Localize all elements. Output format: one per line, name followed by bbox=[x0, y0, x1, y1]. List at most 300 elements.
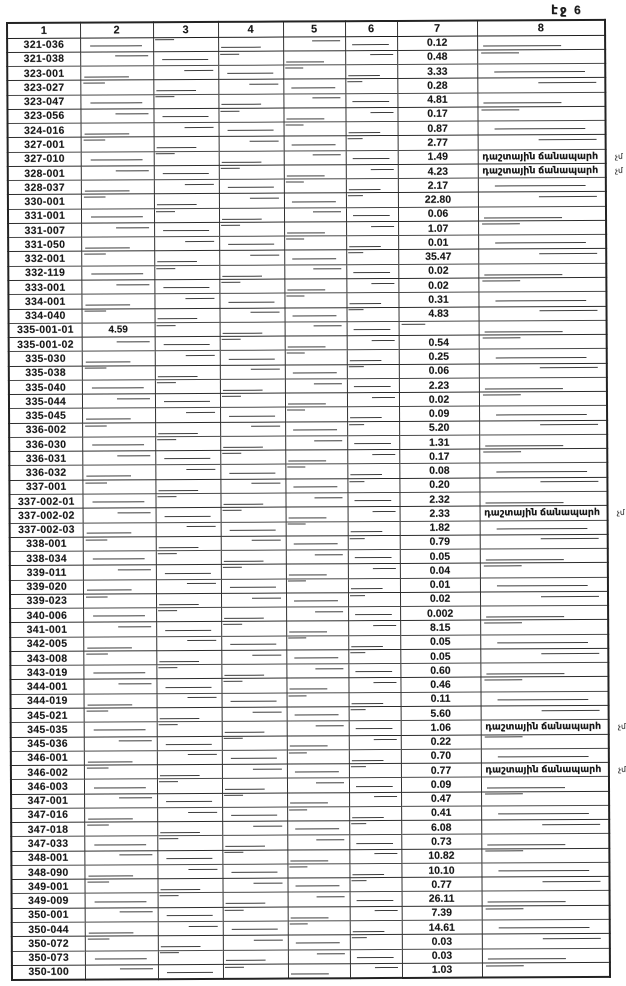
empty-cell bbox=[158, 893, 223, 908]
code-cell: 323-027 bbox=[7, 80, 80, 95]
value-cell: 0.28 bbox=[397, 78, 477, 93]
empty-cell bbox=[347, 435, 399, 450]
empty-cell bbox=[219, 251, 284, 266]
empty-cell bbox=[80, 80, 153, 95]
empty-cell bbox=[154, 122, 219, 137]
empty-cell bbox=[478, 249, 606, 264]
empty-cell bbox=[286, 578, 348, 593]
empty-cell bbox=[287, 864, 349, 879]
code-cell: 349-001 bbox=[11, 879, 84, 894]
empty-cell bbox=[84, 865, 157, 880]
value-cell: 0.73 bbox=[401, 834, 481, 849]
empty-cell bbox=[284, 122, 346, 137]
value-cell: 2.33 bbox=[400, 506, 480, 521]
empty-cell bbox=[347, 350, 399, 365]
empty-cell bbox=[81, 137, 154, 152]
empty-cell bbox=[283, 79, 345, 94]
empty-cell bbox=[83, 522, 156, 537]
code-cell: 350-044 bbox=[12, 922, 85, 937]
empty-cell bbox=[350, 949, 402, 964]
empty-cell bbox=[482, 891, 610, 906]
column-header-4: 4 bbox=[218, 22, 283, 37]
code-cell: 339-023 bbox=[10, 594, 83, 609]
empty-cell bbox=[347, 336, 399, 351]
value-cell: 2.32 bbox=[399, 492, 479, 507]
empty-cell bbox=[80, 37, 153, 52]
code-cell: 341-001 bbox=[10, 622, 83, 637]
empty-cell bbox=[288, 892, 350, 907]
code-cell: 336-002 bbox=[9, 423, 82, 438]
empty-cell bbox=[155, 308, 220, 323]
empty-cell bbox=[154, 165, 219, 180]
column-header-1: 1 bbox=[7, 23, 80, 38]
empty-cell bbox=[81, 294, 154, 309]
empty-cell bbox=[156, 550, 221, 565]
empty-cell bbox=[220, 436, 285, 451]
code-cell: 331-001 bbox=[8, 209, 81, 224]
empty-cell bbox=[481, 748, 609, 763]
code-cell: 350-100 bbox=[12, 965, 85, 980]
empty-cell bbox=[285, 436, 347, 451]
empty-cell bbox=[81, 123, 154, 138]
code-cell: 321-038 bbox=[7, 52, 80, 67]
empty-cell bbox=[221, 650, 286, 665]
empty-cell bbox=[83, 665, 156, 680]
value-cell: 0.02 bbox=[400, 592, 480, 607]
empty-cell bbox=[156, 650, 221, 665]
empty-cell bbox=[81, 280, 154, 295]
code-cell: 337-002-01 bbox=[9, 494, 82, 509]
code-cell: 346-002 bbox=[11, 765, 84, 780]
empty-cell bbox=[286, 564, 348, 579]
empty-cell bbox=[347, 464, 399, 479]
empty-cell bbox=[156, 622, 221, 637]
empty-cell bbox=[349, 849, 401, 864]
value-cell: 0.46 bbox=[400, 677, 480, 692]
value-cell: 26.11 bbox=[402, 891, 482, 906]
empty-cell bbox=[478, 235, 606, 250]
empty-cell bbox=[156, 608, 221, 623]
empty-cell bbox=[346, 278, 398, 293]
empty-cell bbox=[156, 579, 221, 594]
empty-cell bbox=[219, 222, 284, 237]
empty-cell bbox=[81, 166, 154, 181]
empty-cell bbox=[284, 150, 346, 165]
empty-cell bbox=[477, 49, 605, 64]
column-header-8: 8 bbox=[477, 20, 605, 36]
empty-cell bbox=[347, 393, 399, 408]
empty-cell bbox=[219, 293, 284, 308]
empty-cell bbox=[157, 736, 222, 751]
empty-cell bbox=[84, 879, 157, 894]
empty-cell bbox=[346, 264, 398, 279]
code-cell: 332-119 bbox=[8, 266, 81, 281]
empty-cell bbox=[222, 707, 287, 722]
empty-cell bbox=[222, 793, 287, 808]
empty-cell bbox=[348, 635, 400, 650]
empty-cell bbox=[220, 493, 285, 508]
empty-cell bbox=[480, 634, 608, 649]
empty-cell bbox=[223, 892, 288, 907]
empty-cell bbox=[82, 465, 155, 480]
empty-cell bbox=[286, 536, 348, 551]
empty-cell bbox=[158, 950, 223, 965]
empty-cell bbox=[156, 565, 221, 580]
empty-cell bbox=[222, 736, 287, 751]
empty-cell bbox=[85, 893, 158, 908]
code-cell: 335-045 bbox=[9, 409, 82, 424]
empty-cell bbox=[220, 450, 285, 465]
code-cell: 335-001-01 bbox=[9, 323, 82, 338]
empty-cell bbox=[348, 678, 400, 693]
empty-cell bbox=[482, 948, 610, 963]
empty-cell bbox=[346, 122, 398, 137]
empty-cell bbox=[286, 664, 348, 679]
empty-cell bbox=[346, 221, 398, 236]
empty-cell bbox=[286, 607, 348, 622]
empty-cell bbox=[80, 109, 153, 124]
note-cell bbox=[481, 762, 626, 777]
empty-cell bbox=[155, 351, 220, 366]
code-cell: 344-019 bbox=[11, 694, 84, 709]
empty-cell bbox=[350, 963, 402, 978]
note-cell bbox=[478, 163, 623, 178]
empty-cell bbox=[156, 522, 221, 537]
note-text: դաշտային ճանապարհ bbox=[482, 150, 599, 163]
empty-cell bbox=[349, 835, 401, 850]
empty-cell bbox=[220, 422, 285, 437]
empty-cell bbox=[350, 935, 402, 950]
empty-cell bbox=[158, 907, 223, 922]
code-cell: 323-056 bbox=[7, 109, 80, 124]
empty-cell bbox=[156, 536, 221, 551]
empty-cell bbox=[222, 693, 287, 708]
empty-cell bbox=[222, 721, 287, 736]
empty-cell bbox=[82, 394, 155, 409]
empty-cell bbox=[154, 294, 219, 309]
empty-cell bbox=[350, 920, 402, 935]
empty-cell bbox=[284, 207, 346, 222]
code-cell: 349-009 bbox=[12, 894, 85, 909]
code-cell: 335-030 bbox=[9, 351, 82, 366]
value-cell: 3.33 bbox=[397, 64, 477, 79]
code-cell: 350-073 bbox=[12, 951, 85, 966]
empty-cell bbox=[287, 692, 349, 707]
empty-cell bbox=[221, 664, 286, 679]
empty-cell bbox=[82, 365, 155, 380]
empty-cell bbox=[481, 877, 609, 892]
empty-cell bbox=[83, 508, 156, 523]
empty-cell bbox=[84, 736, 157, 751]
empty-cell bbox=[156, 679, 221, 694]
empty-cell bbox=[157, 864, 222, 879]
value-cell: 7.39 bbox=[402, 906, 482, 921]
empty-cell bbox=[349, 735, 401, 750]
empty-cell bbox=[82, 337, 155, 352]
empty-cell bbox=[222, 821, 287, 836]
code-cell: 336-031 bbox=[9, 451, 82, 466]
empty-cell bbox=[83, 537, 156, 552]
empty-cell bbox=[155, 493, 220, 508]
empty-cell bbox=[349, 706, 401, 721]
empty-cell bbox=[346, 193, 398, 208]
value-cell: 1.49 bbox=[398, 150, 478, 165]
empty-cell bbox=[479, 449, 607, 464]
note-suffix: չմ bbox=[617, 722, 626, 732]
value-cell: 0.60 bbox=[400, 663, 480, 678]
empty-cell bbox=[287, 849, 349, 864]
empty-cell bbox=[220, 379, 285, 394]
empty-cell bbox=[219, 179, 284, 194]
empty-cell bbox=[480, 620, 608, 635]
empty-cell bbox=[85, 950, 158, 965]
empty-cell bbox=[154, 151, 219, 166]
empty-cell bbox=[481, 862, 609, 877]
value-cell: 0.02 bbox=[399, 392, 479, 407]
empty-cell bbox=[284, 222, 346, 237]
empty-cell bbox=[222, 850, 287, 865]
empty-cell bbox=[480, 548, 608, 563]
empty-cell bbox=[478, 120, 606, 135]
empty-cell bbox=[283, 108, 345, 123]
empty-cell bbox=[154, 265, 219, 280]
value-cell: 0.47 bbox=[401, 792, 481, 807]
empty-cell bbox=[223, 907, 288, 922]
value-cell: 0.41 bbox=[401, 806, 481, 821]
empty-cell bbox=[345, 93, 397, 108]
value-cell: 10.10 bbox=[401, 863, 481, 878]
empty-cell bbox=[223, 921, 288, 936]
empty-cell bbox=[80, 66, 153, 81]
empty-cell bbox=[346, 307, 398, 322]
empty-cell bbox=[220, 350, 285, 365]
code-cell: 330-001 bbox=[8, 195, 81, 210]
empty-cell bbox=[348, 535, 400, 550]
empty-cell bbox=[482, 962, 610, 977]
empty-cell bbox=[221, 621, 286, 636]
code-cell: 345-035 bbox=[11, 722, 84, 737]
empty-cell bbox=[478, 292, 606, 307]
empty-cell bbox=[155, 465, 220, 480]
empty-cell bbox=[157, 836, 222, 851]
empty-cell bbox=[287, 792, 349, 807]
code-cell: 338-001 bbox=[10, 537, 83, 552]
empty-cell bbox=[81, 194, 154, 209]
empty-cell bbox=[218, 79, 283, 94]
value-cell: 2.77 bbox=[398, 135, 478, 150]
empty-cell bbox=[154, 208, 219, 223]
empty-cell bbox=[222, 864, 287, 879]
empty-cell bbox=[157, 850, 222, 865]
empty-cell bbox=[346, 164, 398, 179]
value-cell: 4.59 bbox=[82, 323, 155, 338]
empty-cell bbox=[287, 707, 349, 722]
empty-cell bbox=[285, 493, 347, 508]
empty-cell bbox=[154, 222, 219, 237]
empty-cell bbox=[222, 778, 287, 793]
empty-cell bbox=[286, 621, 348, 636]
empty-cell bbox=[285, 350, 347, 365]
empty-cell bbox=[478, 263, 606, 278]
empty-cell bbox=[348, 664, 400, 679]
empty-cell bbox=[347, 364, 399, 379]
empty-cell bbox=[153, 80, 218, 95]
empty-cell bbox=[219, 236, 284, 251]
empty-cell bbox=[348, 578, 400, 593]
empty-cell bbox=[346, 250, 398, 265]
value-cell: 1.03 bbox=[402, 963, 482, 978]
empty-cell bbox=[218, 65, 283, 80]
code-cell: 333-001 bbox=[8, 280, 81, 295]
empty-cell bbox=[479, 406, 607, 421]
empty-cell bbox=[285, 407, 347, 422]
empty-cell bbox=[480, 520, 608, 535]
empty-cell bbox=[84, 708, 157, 723]
empty-cell bbox=[283, 65, 345, 80]
empty-cell bbox=[285, 478, 347, 493]
empty-cell bbox=[347, 478, 399, 493]
empty-cell bbox=[84, 751, 157, 766]
empty-cell bbox=[85, 936, 158, 951]
empty-cell bbox=[288, 949, 350, 964]
code-cell: 346-003 bbox=[11, 779, 84, 794]
code-cell: 347-016 bbox=[11, 808, 84, 823]
value-cell: 4.83 bbox=[398, 307, 478, 322]
empty-cell bbox=[218, 108, 283, 123]
empty-cell bbox=[288, 906, 350, 921]
value-cell: 0.17 bbox=[397, 107, 477, 122]
empty-cell bbox=[220, 308, 285, 323]
empty-cell bbox=[284, 307, 346, 322]
empty-cell bbox=[284, 250, 346, 265]
value-cell: 0.25 bbox=[399, 349, 479, 364]
empty-cell bbox=[157, 750, 222, 765]
value-cell: 0.02 bbox=[398, 278, 478, 293]
empty-cell bbox=[348, 550, 400, 565]
note-text: դաշտային ճանապարհ bbox=[485, 721, 602, 733]
empty-cell bbox=[478, 135, 606, 150]
code-cell: 343-019 bbox=[10, 665, 83, 680]
value-cell: 0.54 bbox=[399, 335, 479, 350]
empty-cell bbox=[477, 92, 605, 107]
value-cell: 0.22 bbox=[401, 735, 481, 750]
empty-cell bbox=[347, 492, 399, 507]
empty-cell bbox=[348, 592, 400, 607]
column-header-3: 3 bbox=[153, 22, 218, 37]
empty-cell bbox=[219, 265, 284, 280]
empty-cell bbox=[345, 50, 397, 65]
note-cell bbox=[481, 720, 626, 735]
empty-cell bbox=[153, 108, 218, 123]
empty-cell bbox=[288, 963, 350, 978]
empty-cell bbox=[221, 550, 286, 565]
empty-cell bbox=[157, 693, 222, 708]
value-cell: 0.17 bbox=[399, 449, 479, 464]
empty-cell bbox=[83, 579, 156, 594]
empty-cell bbox=[222, 764, 287, 779]
empty-cell bbox=[154, 180, 219, 195]
code-cell: 334-040 bbox=[9, 309, 82, 324]
empty-cell bbox=[85, 907, 158, 922]
empty-cell bbox=[345, 36, 397, 51]
empty-cell bbox=[85, 922, 158, 937]
value-cell: 0.79 bbox=[400, 535, 480, 550]
empty-cell bbox=[220, 465, 285, 480]
empty-cell bbox=[478, 220, 606, 235]
empty-cell bbox=[81, 265, 154, 280]
value-cell: 10.82 bbox=[401, 849, 481, 864]
empty-cell bbox=[83, 551, 156, 566]
value-cell: 0.08 bbox=[399, 463, 479, 478]
empty-cell bbox=[157, 779, 222, 794]
empty-cell bbox=[349, 863, 401, 878]
empty-cell bbox=[221, 593, 286, 608]
code-cell: 350-001 bbox=[12, 908, 85, 923]
value-cell: 0.09 bbox=[399, 406, 479, 421]
code-cell: 339-020 bbox=[10, 580, 83, 595]
code-cell: 337-002-02 bbox=[10, 508, 83, 523]
code-cell: 347-018 bbox=[11, 822, 84, 837]
note-cell bbox=[480, 506, 625, 521]
empty-cell bbox=[284, 279, 346, 294]
empty-cell bbox=[83, 651, 156, 666]
empty-cell bbox=[81, 223, 154, 238]
code-cell: 332-001 bbox=[8, 252, 81, 267]
empty-cell bbox=[219, 193, 284, 208]
empty-cell bbox=[399, 321, 479, 336]
empty-cell bbox=[285, 450, 347, 465]
note-suffix: չմ bbox=[618, 764, 626, 774]
empty-cell bbox=[346, 236, 398, 251]
empty-cell bbox=[84, 693, 157, 708]
value-cell: 0.77 bbox=[401, 763, 481, 778]
empty-cell bbox=[346, 207, 398, 222]
empty-cell bbox=[285, 336, 347, 351]
code-cell: 345-021 bbox=[11, 708, 84, 723]
note-text: դաշտային ճանապարհ bbox=[485, 764, 602, 776]
value-cell: 2.23 bbox=[399, 378, 479, 393]
empty-cell bbox=[83, 608, 156, 623]
note-suffix: չմ bbox=[614, 151, 623, 161]
empty-cell bbox=[218, 51, 283, 66]
empty-cell bbox=[157, 707, 222, 722]
empty-cell bbox=[477, 63, 605, 78]
empty-cell bbox=[155, 322, 220, 337]
empty-cell bbox=[285, 393, 347, 408]
empty-cell bbox=[349, 763, 401, 778]
value-cell: 0.02 bbox=[398, 264, 478, 279]
empty-cell bbox=[222, 750, 287, 765]
empty-cell bbox=[479, 363, 607, 378]
empty-cell bbox=[481, 848, 609, 863]
empty-cell bbox=[155, 479, 220, 494]
value-cell: 0.77 bbox=[401, 877, 481, 892]
note-suffix: չմ bbox=[616, 508, 625, 518]
empty-cell bbox=[479, 463, 607, 478]
empty-cell bbox=[82, 494, 155, 509]
empty-cell bbox=[347, 321, 399, 336]
empty-cell bbox=[81, 180, 154, 195]
empty-cell bbox=[222, 878, 287, 893]
empty-cell bbox=[346, 293, 398, 308]
empty-cell bbox=[479, 377, 607, 392]
empty-cell bbox=[221, 522, 286, 537]
empty-cell bbox=[284, 264, 346, 279]
empty-cell bbox=[288, 921, 350, 936]
empty-cell bbox=[157, 722, 222, 737]
empty-cell bbox=[155, 451, 220, 466]
empty-cell bbox=[480, 677, 608, 692]
